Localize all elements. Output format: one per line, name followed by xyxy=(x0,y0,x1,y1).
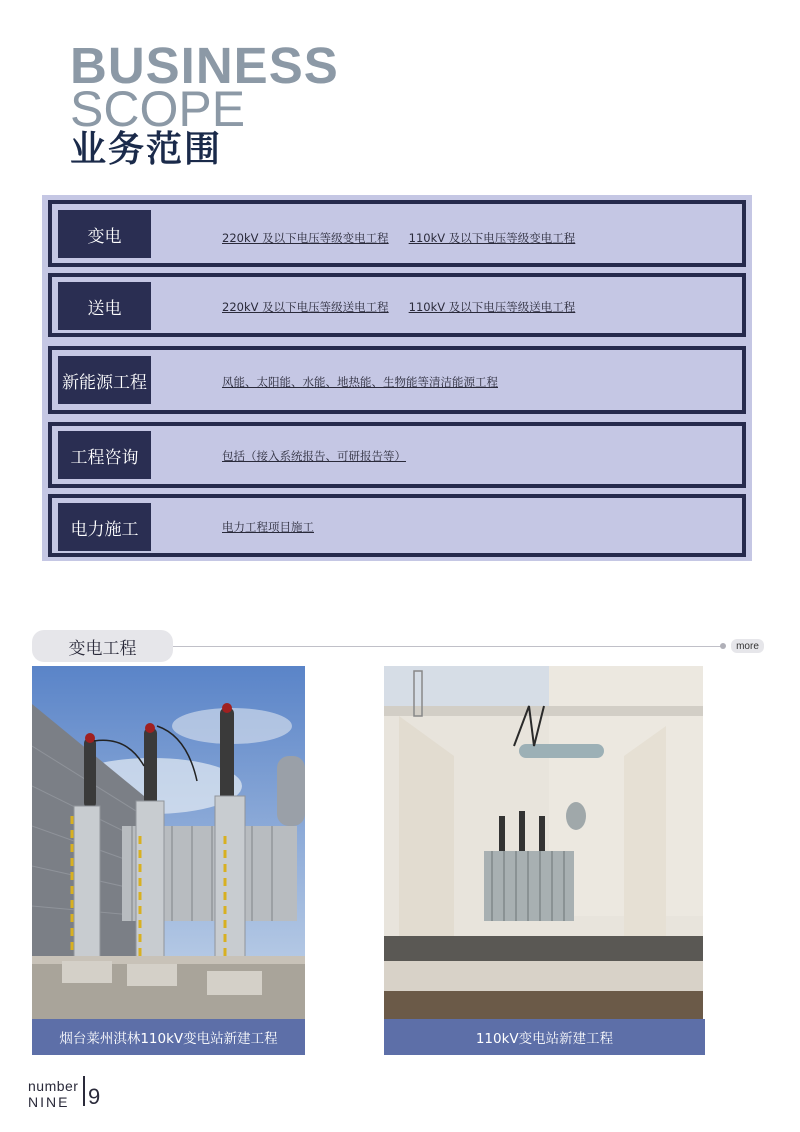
section-title: 变电工程 xyxy=(32,630,173,662)
scope-row-construction xyxy=(48,494,746,557)
photo-110kv-substation xyxy=(384,666,703,1019)
scope-item-link[interactable]: 220kV 及以下电压等级变电工程 xyxy=(222,231,389,245)
more-button[interactable]: more xyxy=(731,639,764,653)
footer-divider xyxy=(83,1076,85,1106)
scope-row-substation xyxy=(48,200,746,267)
scope-item-link[interactable]: 110kV 及以下电压等级送电工程 xyxy=(408,300,576,314)
scope-item-link[interactable]: 110kV 及以下电压等级变电工程 xyxy=(408,231,576,245)
scope-items xyxy=(222,519,334,535)
scope-row-consulting xyxy=(48,422,746,488)
scope-items xyxy=(222,299,595,315)
photo-caption: 110kV变电站新建工程 xyxy=(384,1019,705,1055)
page-number: 9 xyxy=(88,1084,101,1109)
photo-caption: 烟台莱州淇林110kV变电站新建工程 xyxy=(32,1019,305,1055)
scope-row-new-energy xyxy=(48,346,746,414)
photo-laizhou-substation xyxy=(32,666,305,1019)
scope-tag: 电力施工 xyxy=(58,503,151,551)
section-divider xyxy=(173,646,723,647)
scope-items xyxy=(222,230,595,246)
scope-row-transmission xyxy=(48,273,746,337)
scope-item-link[interactable]: 220kV 及以下电压等级送电工程 xyxy=(222,300,389,314)
scope-tag: 变电 xyxy=(58,210,151,258)
scope-items xyxy=(222,448,426,464)
footer-nine-label: NINE xyxy=(28,1094,70,1110)
scope-item-link[interactable]: 包括（接入系统报告、可研报告等） xyxy=(222,449,406,463)
scope-tag: 送电 xyxy=(58,282,151,330)
scope-tag: 新能源工程 xyxy=(58,356,151,404)
divider-dot-icon xyxy=(720,643,726,649)
scope-tag: 工程咨询 xyxy=(58,431,151,479)
header-business: BUSINESS xyxy=(70,37,339,94)
header-scope: SCOPE xyxy=(70,81,246,137)
business-scope-table xyxy=(42,195,752,561)
scope-items xyxy=(222,374,518,390)
footer-number-label: number xyxy=(28,1078,79,1094)
scope-item-link[interactable]: 风能、太阳能、水能、地热能、生物能等清洁能源工程 xyxy=(222,375,498,389)
header-cn-title: 业务范围 xyxy=(70,129,223,170)
scope-item-link[interactable]: 电力工程项目施工 xyxy=(222,520,314,534)
